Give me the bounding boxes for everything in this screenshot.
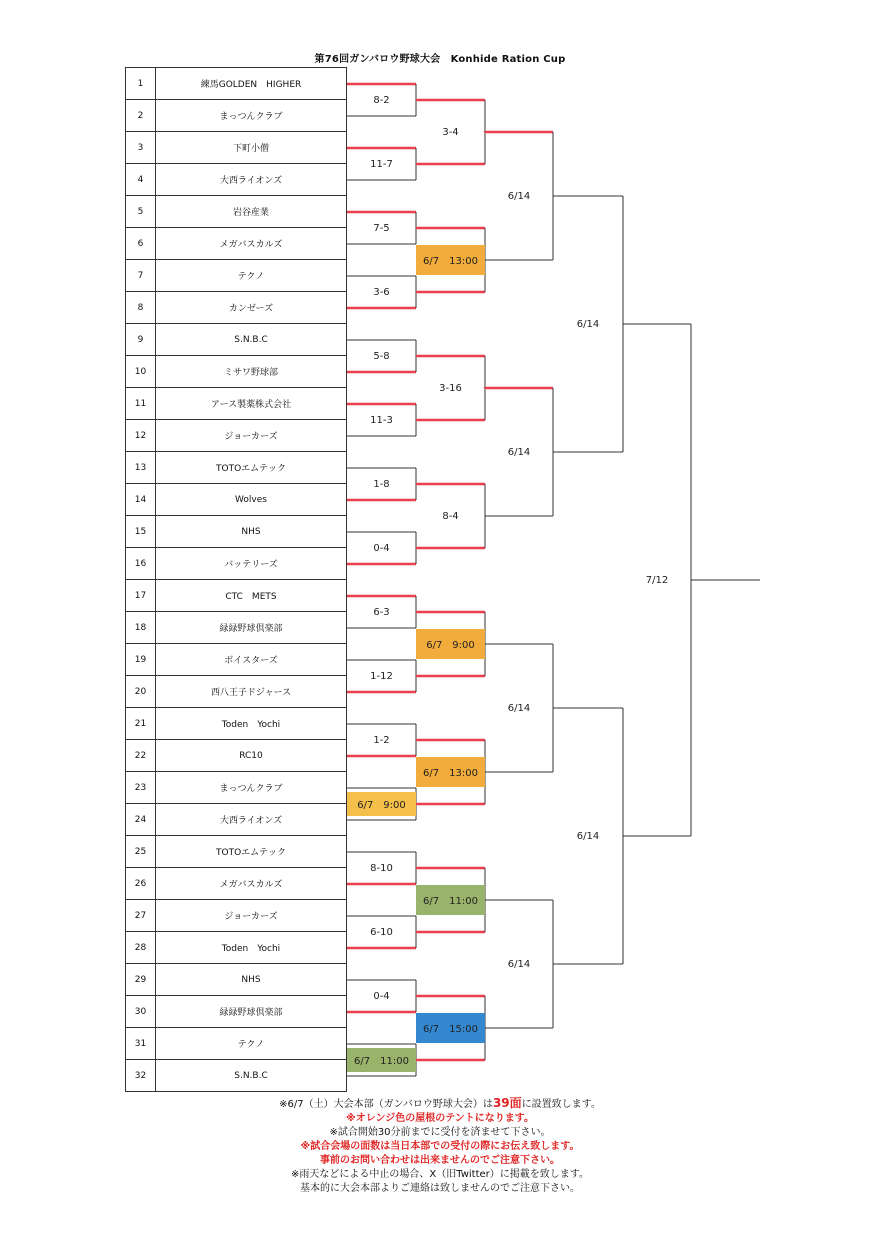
team-name: 下町小僧	[156, 132, 347, 164]
note-venue	[0, 1096, 880, 1112]
team-number: 4	[126, 164, 156, 196]
team-number: 26	[126, 868, 156, 900]
team-name: 練馬GOLDEN HIGHER	[156, 68, 347, 100]
final-date: 7/12	[645, 575, 669, 586]
team-number: 16	[126, 548, 156, 580]
team-name: TOTOエムテック	[156, 452, 347, 484]
team-name: RC10	[156, 740, 347, 772]
match-date: 6/14	[507, 703, 531, 714]
team-number: 21	[126, 708, 156, 740]
note-field-count: ※試合会場の面数は当日本部での受付の際にお伝え致します。	[300, 1141, 580, 1152]
team-number: 32	[126, 1060, 156, 1092]
team-number: 5	[126, 196, 156, 228]
note-tent: ※オレンジ色の屋根のテントになります。	[346, 1113, 534, 1124]
team-name: NHS	[156, 516, 347, 548]
team-name: 大西ライオンズ	[156, 164, 347, 196]
team-number: 18	[126, 612, 156, 644]
match-score: 3-4	[442, 127, 459, 138]
note-no-inquiry: 事前のお問い合わせは出来ませんのでご注意下さい。	[320, 1155, 560, 1166]
team-number: 15	[126, 516, 156, 548]
team-number: 28	[126, 932, 156, 964]
schedule-badge-text: 6/7 15:00	[423, 1024, 478, 1035]
team-name: CTC METS	[156, 580, 347, 612]
team-name: 緑緑野球倶楽部	[156, 996, 347, 1028]
match-date: 6/14	[507, 959, 531, 970]
team-name: NHS	[156, 964, 347, 996]
match-date: 6/14	[576, 319, 600, 330]
schedule-badge-text: 6/7 9:00	[426, 640, 475, 651]
team-name: Toden Yochi	[156, 708, 347, 740]
team-name: バッテリーズ	[156, 548, 347, 580]
match-score: 6-3	[373, 607, 390, 618]
schedule-badge-text: 6/7 11:00	[423, 896, 478, 907]
team-number: 7	[126, 260, 156, 292]
team-number: 19	[126, 644, 156, 676]
team-name: ジョーカーズ	[156, 420, 347, 452]
team-number: 30	[126, 996, 156, 1028]
team-number: 31	[126, 1028, 156, 1060]
team-number: 24	[126, 804, 156, 836]
team-name: アース製薬株式会社	[156, 388, 347, 420]
note-venue-count: 39面	[492, 1096, 522, 1110]
schedule-badge-text: 6/7 13:00	[423, 256, 478, 267]
team-number: 25	[126, 836, 156, 868]
match-score: 1-8	[373, 479, 390, 490]
team-number: 9	[126, 324, 156, 356]
team-name: メガバスカルズ	[156, 228, 347, 260]
team-name: まっつんクラブ	[156, 772, 347, 804]
team-number: 10	[126, 356, 156, 388]
match-score: 6-10	[370, 927, 393, 938]
match-score: 8-2	[373, 95, 390, 106]
match-score: 11-7	[370, 159, 393, 170]
team-number: 13	[126, 452, 156, 484]
team-number: 8	[126, 292, 156, 324]
match-score: 3-6	[373, 287, 390, 298]
team-name: TOTOエムテック	[156, 836, 347, 868]
team-name: ジョーカーズ	[156, 900, 347, 932]
match-date: 6/14	[507, 191, 531, 202]
team-name: 西八王子ドジャース	[156, 676, 347, 708]
notes	[0, 1096, 880, 1196]
team-number: 20	[126, 676, 156, 708]
note-venue-pre: ※6/7（土）大会本部（ガンバロウ野球大会）は	[279, 1099, 493, 1110]
team-name: 岩谷産業	[156, 196, 347, 228]
match-score: 1-2	[373, 735, 390, 746]
match-date: 6/14	[576, 831, 600, 842]
match-score: 8-10	[370, 863, 393, 874]
team-name: カンゼーズ	[156, 292, 347, 324]
match-score: 3-16	[439, 383, 462, 394]
schedule-badge-text: 6/7 9:00	[357, 800, 406, 811]
team-name: テクノ	[156, 260, 347, 292]
note-rain: ※雨天などによる中止の場合、X（旧Twitter）に掲載を致します。	[291, 1169, 589, 1180]
match-score: 0-4	[373, 543, 390, 554]
team-name: ボイスターズ	[156, 644, 347, 676]
team-name: まっつんクラブ	[156, 100, 347, 132]
team-number: 29	[126, 964, 156, 996]
team-number: 6	[126, 228, 156, 260]
match-score: 5-8	[373, 351, 390, 362]
match-date: 6/14	[507, 447, 531, 458]
match-score: 0-4	[373, 991, 390, 1002]
note-venue-post: に設置致します。	[521, 1099, 601, 1110]
team-number: 1	[126, 68, 156, 100]
schedule-badge-text: 6/7 11:00	[354, 1056, 409, 1067]
team-name: S.N.B.C	[156, 324, 347, 356]
team-number: 23	[126, 772, 156, 804]
team-name: Toden Yochi	[156, 932, 347, 964]
team-name: 緑緑野球倶楽部	[156, 612, 347, 644]
team-name: メガバスカルズ	[156, 868, 347, 900]
match-score: 11-3	[370, 415, 393, 426]
page-title: 第76回ガンバロウ野球大会 Konhide Ration Cup	[314, 54, 566, 65]
team-number: 2	[126, 100, 156, 132]
team-number: 14	[126, 484, 156, 516]
note-checkin: ※試合開始30分前までに受付を済ませて下さい。	[329, 1127, 551, 1138]
team-name: S.N.B.C	[156, 1060, 347, 1092]
team-name: ミサワ野球部	[156, 356, 347, 388]
team-number: 17	[126, 580, 156, 612]
team-number: 12	[126, 420, 156, 452]
team-name: Wolves	[156, 484, 347, 516]
team-number: 22	[126, 740, 156, 772]
team-name: 大西ライオンズ	[156, 804, 347, 836]
match-score: 7-5	[373, 223, 390, 234]
team-number: 27	[126, 900, 156, 932]
match-score: 1-12	[370, 671, 393, 682]
match-score: 8-4	[442, 511, 459, 522]
team-number: 3	[126, 132, 156, 164]
team-name: テクノ	[156, 1028, 347, 1060]
note-contact: 基本的に大会本部よりご連絡は致しませんのでご注意下さい。	[300, 1183, 580, 1194]
schedule-badge-text: 6/7 13:00	[423, 768, 478, 779]
team-number: 11	[126, 388, 156, 420]
